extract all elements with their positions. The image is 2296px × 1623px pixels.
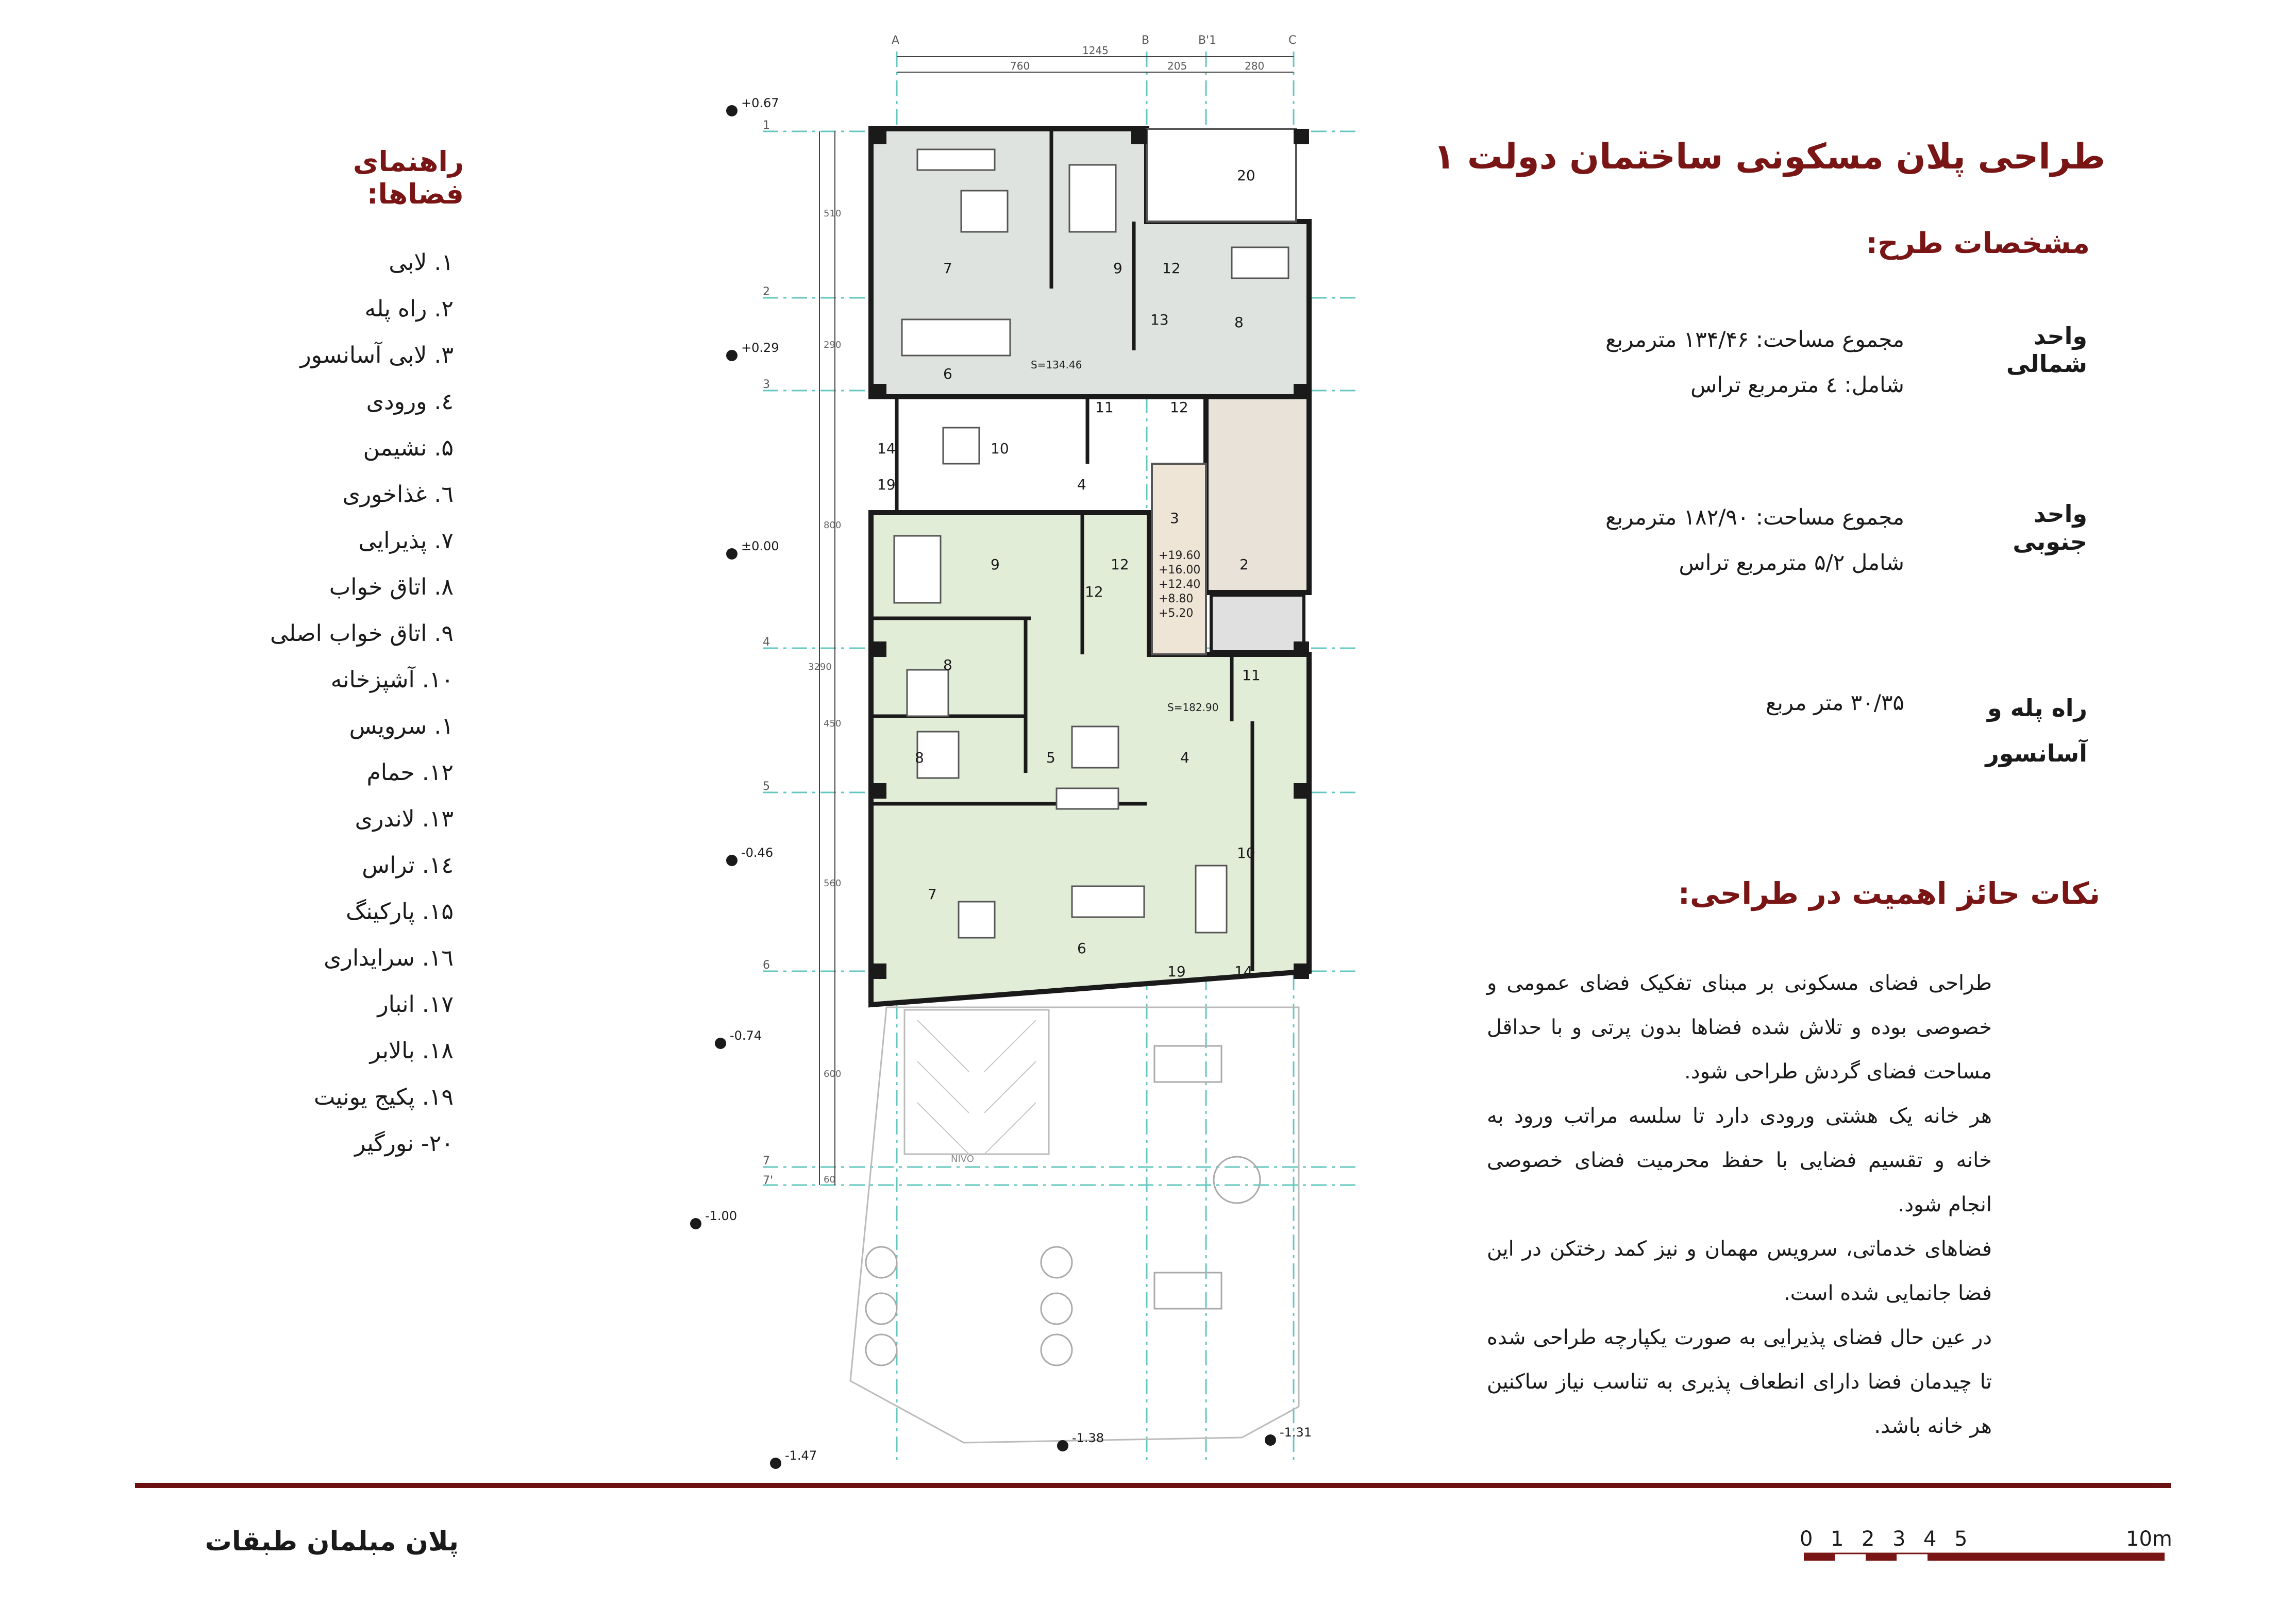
stair-core [1206, 397, 1309, 593]
unit-south-line-1: مجموع مساحت: ۱۸۲/۹۰ مترمربع [1605, 504, 1904, 530]
legend-item: ۱٤. تراس [362, 852, 454, 878]
dim-280: 280 [1245, 60, 1265, 72]
grid-label-a: A [892, 34, 900, 47]
room-number: 8 [943, 656, 952, 673]
grid-side-labels [763, 119, 773, 1187]
specs-heading: مشخصات طرح: [1866, 227, 2090, 260]
dim-3290: 3290 [808, 662, 832, 672]
level-label: -0.46 [741, 846, 774, 860]
room-number: 3 [1170, 510, 1179, 527]
notes-heading: نکات حائز اهمیت در طراحی: [1678, 876, 2100, 911]
elevator-level: +5.20 [1159, 607, 1194, 620]
grid-label-b1: B'1 [1198, 34, 1217, 47]
legend-item: ۷. پذیرایی [358, 528, 454, 554]
scale-label: 4 [1923, 1527, 1937, 1551]
lightwell [1147, 129, 1296, 222]
parking-ramp [904, 1010, 1049, 1154]
grid-row-3: 3 [763, 378, 770, 391]
scale-bar-blocks [1804, 1553, 2165, 1561]
legend-item: ٦. غذاخوری [342, 481, 454, 508]
scale-label: 5 [1954, 1527, 1968, 1551]
dim-205: 205 [1167, 60, 1187, 72]
scale-bar [1794, 1520, 2175, 1577]
legend-item: ۱۹. پکیج یونیت [313, 1084, 454, 1110]
notes-paragraph: در عین حال فضای پذیرایی به صورت یکپارچه طراحی شده تا چیدمان فضا دارای انطعاف پذیری به تناسب نیاز ساکنین هر خانه باشد. [1487, 1326, 1992, 1438]
grid-row-7b: 7' [763, 1174, 774, 1187]
south-area-label: S=182.90 [1167, 701, 1219, 714]
level-label: -0.74 [730, 1028, 762, 1043]
dim-510: 510 [824, 208, 842, 219]
room-number: 6 [1077, 940, 1086, 957]
elevator-level: +12.40 [1159, 578, 1201, 591]
grid-row-1: 1 [763, 119, 770, 132]
grid-row-4: 4 [763, 636, 770, 649]
legend-item: ۱. لابی [389, 249, 454, 276]
room-number: 10 [991, 440, 1009, 457]
room-number: 8 [1234, 314, 1244, 331]
dim-290: 290 [824, 340, 842, 350]
unit-north-name: واحد شمالی [2006, 322, 2087, 378]
stair-elevator-line-1: ۳۰/۳۵ متر مربع [1765, 690, 1904, 715]
side-dimensions [808, 208, 841, 1185]
legend-item: ٤. ورودی [366, 388, 454, 415]
legend-item: ۸. اتاق خواب [329, 574, 454, 600]
legend-heading: راهنمای فضاها: [353, 145, 464, 210]
room-number: 8 [915, 749, 924, 766]
dim-1245: 1245 [1082, 44, 1109, 57]
stair-elevator-name: راه پله و آسانسور [1985, 694, 2087, 767]
elevator-shaft [1211, 595, 1304, 652]
scale-bar-labels [1800, 1527, 2172, 1551]
level-label: +0.29 [741, 341, 779, 355]
room-number: 7 [943, 260, 952, 277]
legend-item: ۱۲. حمام [366, 759, 454, 786]
ramp-hatch [917, 1020, 1036, 1154]
legend-item: ۱٦. سرایداری [324, 945, 454, 971]
legend-item: ۱۸. بالابر [370, 1038, 454, 1064]
level-label: -1.47 [785, 1448, 817, 1463]
room-number: 19 [1167, 963, 1186, 980]
legend-item: ۵. نشیمن [363, 435, 454, 461]
dim-450: 450 [824, 718, 842, 729]
legend-item: ۱. سرویس [349, 713, 454, 739]
room-number: 4 [1077, 476, 1086, 493]
room-number: 19 [877, 476, 896, 493]
dim-800: 800 [824, 520, 842, 531]
grid-row-2: 2 [763, 285, 770, 298]
legend-item: ۳. لابی آسانسور [300, 342, 454, 368]
north-area-label: S=134.46 [1031, 359, 1082, 371]
room-number: 13 [1150, 311, 1169, 328]
elevator-level: +19.60 [1159, 549, 1201, 562]
grid-row-5: 5 [763, 780, 770, 793]
grid-label-b: B [1142, 34, 1150, 47]
room-number: 20 [1237, 167, 1255, 184]
room-number: 14 [877, 440, 896, 457]
unit-north-line-1: مجموع مساحت: ۱۳۴/۴۶ مترمربع [1605, 327, 1904, 352]
nivo-label: NIVO [951, 1154, 974, 1164]
level-label: +0.67 [741, 96, 779, 110]
room-number: 14 [1234, 963, 1253, 980]
room-number: 12 [1170, 399, 1188, 416]
room-number: 11 [1095, 399, 1114, 416]
room-number: 12 [1162, 260, 1181, 277]
room-number: 5 [1046, 749, 1055, 766]
dim-60: 60 [824, 1174, 835, 1185]
legend-item: ۱۷. انبار [377, 991, 454, 1018]
legend-item: ۱۰. آشپزخانه [330, 667, 454, 693]
dim-760: 760 [1010, 60, 1030, 72]
room-number: 2 [1239, 556, 1249, 573]
room-number: 11 [1242, 667, 1261, 684]
notes-paragraph: هر خانه یک هشتی ورودی دارد تا سلسه مراتب ورود به خانه و تقسیم فضایی با حفظ محرمیت فضای خصوصی انجام شود. [1487, 1104, 1992, 1216]
drawing-title: پلان مبلمان طبقات [205, 1526, 459, 1557]
room-number: 9 [991, 556, 1000, 573]
legend-item: ۱۳. لاندری [355, 806, 454, 832]
scale-label: 2 [1862, 1527, 1875, 1551]
room-number: 12 [1085, 583, 1103, 600]
legend-item: ۹. اتاق خواب اصلی [270, 620, 454, 647]
garden-trees [866, 1046, 1260, 1365]
dim-560: 560 [824, 878, 842, 889]
legend-item: ۲. راه پله [364, 296, 454, 322]
elevator-level: +8.80 [1159, 593, 1194, 605]
page-title: طراحی پلان مسکونی ساختمان دولت ۱ [1433, 137, 2105, 177]
notes-paragraph: طراحی فضای مسکونی بر مبنای تفکیک فضای عمومی و خصوصی بوده و تلاش شده فضاها بدون پرتی و با حداقل مساحت فضای گردش طراحی شود. [1487, 971, 1992, 1084]
top-dimensions [1010, 44, 1264, 72]
scale-label: 3 [1892, 1527, 1906, 1551]
level-label: -1.00 [705, 1209, 738, 1223]
scale-label: 10m [2126, 1527, 2172, 1551]
room-number: 6 [943, 365, 952, 382]
footer-divider [135, 1483, 2171, 1488]
grid-label-c: C [1288, 34, 1297, 47]
scale-label: 0 [1800, 1527, 1813, 1551]
unit-south-line-2: شامل ۵/۲ مترمربع تراس [1679, 550, 1904, 575]
room-number: 10 [1237, 844, 1255, 861]
garden-outline [850, 1007, 1299, 1443]
grid-row-7: 7 [763, 1155, 770, 1168]
legend-item: ۱۵. پارکینگ [345, 899, 454, 925]
dim-600: 600 [824, 1069, 842, 1079]
legend-item: ۲۰- نورگیر [355, 1130, 454, 1157]
room-number: 4 [1180, 749, 1189, 766]
elevator-level: +16.00 [1159, 564, 1201, 577]
unit-south-name: واحد جنوبی [2013, 500, 2087, 555]
grid-row-6: 6 [763, 959, 770, 972]
unit-north-line-2: شامل: ٤ مترمربع تراس [1690, 372, 1904, 397]
room-number: 12 [1111, 556, 1129, 573]
room-number: 7 [928, 886, 937, 903]
level-label: -1.38 [1072, 1431, 1104, 1445]
level-label: ±0.00 [741, 539, 779, 553]
room-number: 9 [1113, 260, 1122, 277]
level-label: -1.31 [1280, 1425, 1312, 1440]
scale-label: 1 [1831, 1527, 1844, 1551]
notes-paragraph: فضاهای خدماتی، سرویس مهمان و نیز کمد رختکن در این فضا جانمایی شده است. [1487, 1237, 1992, 1305]
